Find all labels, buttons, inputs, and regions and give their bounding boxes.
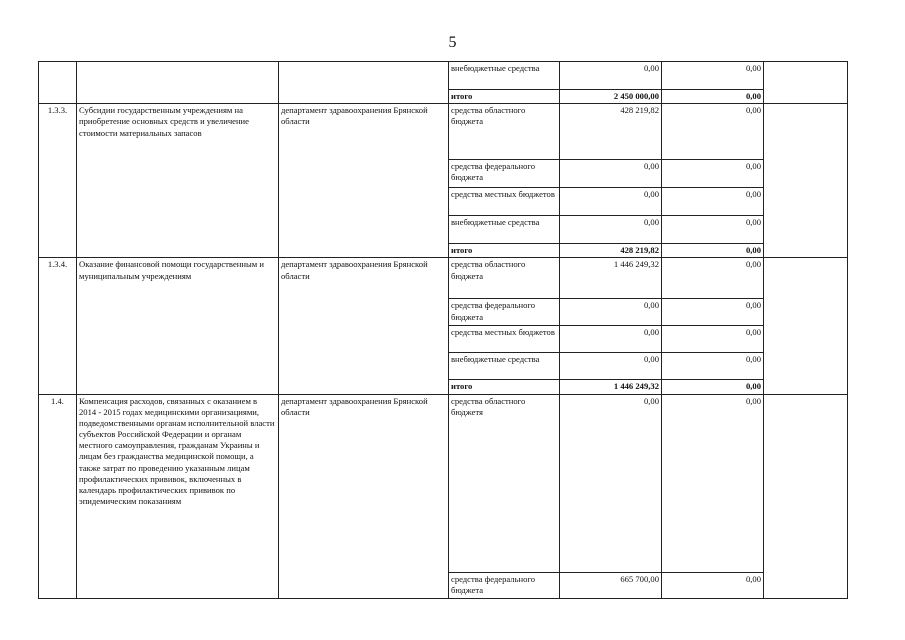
value-cell: 0,00 [662,104,764,160]
value-cell: 0,00 [560,326,662,353]
source-cell: итого [449,90,560,104]
table-row [39,394,848,572]
value-cell: 0,00 [560,299,662,326]
item-executor: департамент здравоохранения Брянской области [279,394,449,598]
value-cell: 0,00 [662,353,764,380]
source-cell: средства федерального бюджета [449,160,560,188]
value-cell: 665 700,00 [560,572,662,598]
item-executor: департамент здравоохранения Брянской области [279,258,449,394]
value-cell: 0,00 [560,62,662,90]
source-cell: внебюджетные средства [449,353,560,380]
table-row [39,62,848,90]
item-number: 1.3.4. [39,258,77,394]
page-number: 5 [448,34,457,51]
value-cell: 1 446 249,32 [560,380,662,394]
source-cell: итого [449,244,560,258]
value-cell: 1 446 249,32 [560,258,662,299]
source-cell: внебюджетные средства [449,62,560,90]
source-cell: средства областного бюджетя [449,394,560,572]
source-cell: средства федерального бюджета [449,572,560,598]
value-cell: 0,00 [662,258,764,299]
value-cell: 0,00 [560,160,662,188]
executor-cell [279,62,449,104]
item-name: Компенсация расходов, связанных с оказанием в 2014 - 2015 годах медицинскими организациями, подведомственными органам исполнительной власти субъектов Российской Федерации и органам местного самоуправления, гражданам Украины и лицам без гражданства медицинской помощи, а также затрат по проведению указанным лицам профилактических прививок, включенных в календарь профилактических прививок по эпидемическим показаниям [77,394,279,598]
value-cell: 2 450 000,00 [560,90,662,104]
empty-cell [764,394,848,598]
value-cell: 0,00 [662,326,764,353]
value-cell: 0,00 [662,244,764,258]
source-cell: средства федерального бюджета [449,299,560,326]
number-cell [39,62,77,104]
empty-cell [764,62,848,104]
value-cell: 0,00 [662,188,764,216]
item-name: Оказание финансовой помощи государственным и муниципальным учреждениям [77,258,279,394]
table-row [39,258,848,299]
item-name: Субсидии государственным учреждениям на приобретение основных средств и увеличение стоимости материальных запасов [77,104,279,258]
empty-cell [764,258,848,394]
value-cell: 0,00 [662,394,764,572]
value-cell: 428 219,82 [560,244,662,258]
value-cell: 0,00 [662,299,764,326]
value-cell: 0,00 [560,188,662,216]
value-cell: 0,00 [662,62,764,90]
item-executor: департамент здравоохранения Брянской области [279,104,449,258]
value-cell: 0,00 [560,216,662,244]
source-cell: средства местных бюджетов [449,326,560,353]
budget-table [38,61,848,599]
table-row [39,104,848,160]
name-cell [77,62,279,104]
empty-cell [764,104,848,258]
value-cell: 0,00 [662,90,764,104]
value-cell: 0,00 [662,160,764,188]
value-cell: 428 219,82 [560,104,662,160]
source-cell: внебюджетные средства [449,216,560,244]
value-cell: 0,00 [560,353,662,380]
item-number: 1.4. [39,394,77,598]
value-cell: 0,00 [662,216,764,244]
item-number: 1.3.3. [39,104,77,258]
source-cell: средства областного бюджета [449,258,560,299]
value-cell: 0,00 [560,394,662,572]
value-cell: 0,00 [662,572,764,598]
source-cell: средства местных бюджетов [449,188,560,216]
source-cell: средства областного бюджета [449,104,560,160]
value-cell: 0,00 [662,380,764,394]
source-cell: итого [449,380,560,394]
